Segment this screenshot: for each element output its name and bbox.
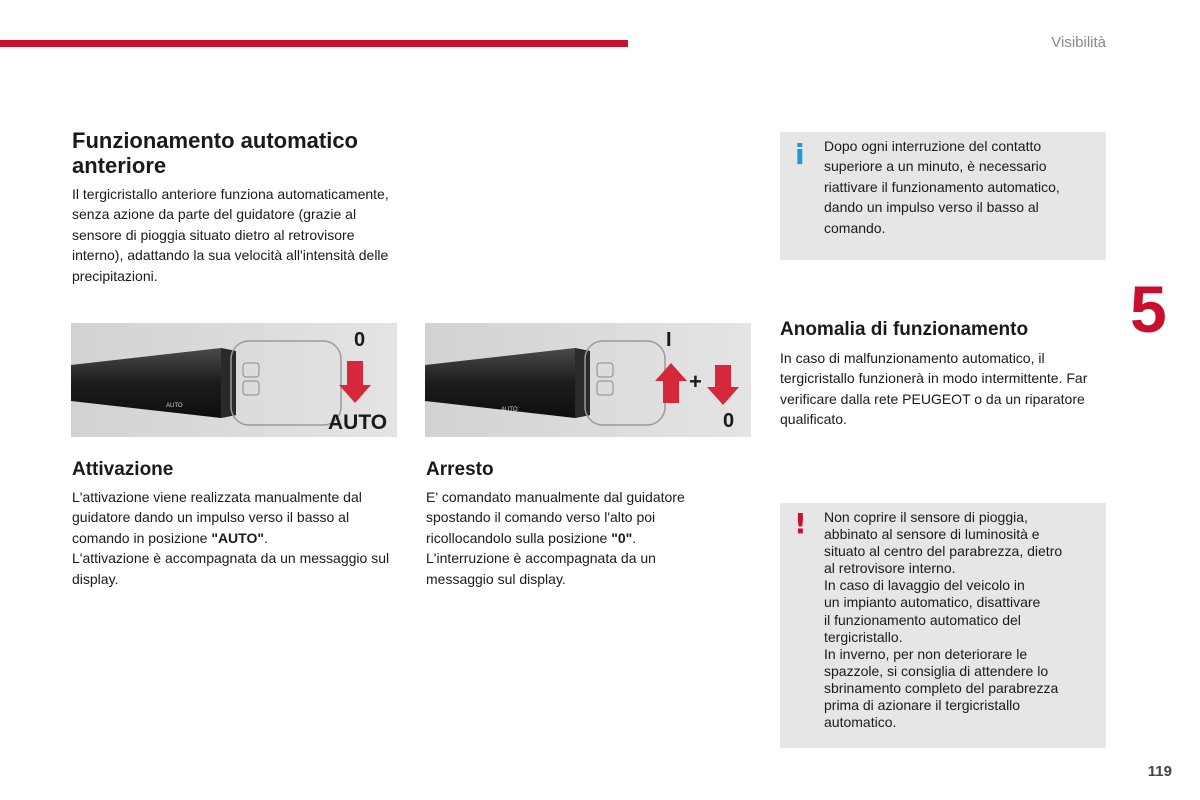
warning-line: il funzionamento automatico del: [824, 611, 1021, 628]
intro-paragraph: Il tergicristallo anteriore funziona automaticamente, senza azione da parte del guidatore (grazie al sensore di pioggia situato dietro al retrovisore interno), adattando la sua velocità all'intensità delle precipitazioni.: [72, 186, 389, 284]
warning-line: Non coprire il sensore di pioggia,: [824, 509, 1028, 525]
warning-line: prima di azionare il tergicristallo: [824, 697, 1021, 714]
stop-paragraph: E' comandato manualmente dal guidatore spostando il comando verso l'alto poi ricollocandolo sulla posizione "0". L'interruzione è accompagnata da un messaggio sul display.: [426, 489, 685, 587]
warning-line: spazzole, si consiglia di attendere lo: [824, 662, 1049, 679]
anomaly-heading: Anomalia di funzionamento: [780, 319, 1029, 340]
lever-auto-text: AUTO: [166, 403, 183, 409]
position-label-top: 0: [354, 329, 366, 351]
position-label-bottom: 0: [723, 410, 735, 432]
position-label-top: I: [666, 329, 672, 351]
warning-line: sbrinamento completo del parabrezza: [824, 679, 1059, 696]
anomaly-paragraph: In caso di malfunzionamento automatico, il tergicristallo funzionerà in modo intermittente. Far verificare dalla rete PEUGEOT o da un riparatore qualificato.: [780, 350, 1088, 428]
stop-heading: Arresto: [426, 459, 494, 480]
warning-line: tergicristallo.: [824, 628, 903, 645]
page-number: 119: [1147, 763, 1172, 780]
position-label-bottom: AUTO: [328, 411, 388, 434]
lever-auto-text: AUTO: [501, 407, 518, 413]
page-title: Funzionamento automatico anteriore: [72, 128, 358, 178]
info-icon: i: [795, 138, 805, 171]
activation-paragraph: L'attivazione viene realizzata manualmente dal guidatore dando un impulso verso il basso al comando in posizione "AUTO". L'attivazione è accompagnata da un messaggio sul display.: [72, 489, 390, 587]
warning-line: abbinato al sensore di luminosità e: [824, 526, 1040, 543]
warning-text: [824, 509, 1094, 731]
warning-line: al retrovisore interno.: [824, 560, 956, 577]
info-text: Dopo ogni interruzione del contatto superiore a un minuto, è necessario riattivare il funzionamento automatico, dando un impulso verso il basso al comando.: [824, 138, 1060, 236]
section-label: Visibilità: [1051, 34, 1106, 51]
activation-illustration: [71, 323, 397, 437]
warning-box: [780, 503, 1106, 748]
warning-icon: !: [794, 507, 807, 540]
activation-heading: Attivazione: [72, 459, 174, 480]
plus-sign: +: [689, 369, 702, 394]
warning-line: automatico.: [824, 714, 897, 731]
chapter-number: 5: [1130, 272, 1167, 346]
warning-line: situato al centro del parabrezza, dietro: [824, 543, 1063, 560]
warning-line: In inverno, per non deteriorare le: [824, 645, 1028, 662]
warning-line: un impianto automatico, disattivare: [824, 594, 1041, 611]
stop-illustration: [425, 323, 751, 437]
header-accent-bar: [0, 40, 628, 47]
warning-line: In caso di lavaggio del veicolo in: [824, 577, 1025, 594]
info-box: [780, 132, 1106, 260]
